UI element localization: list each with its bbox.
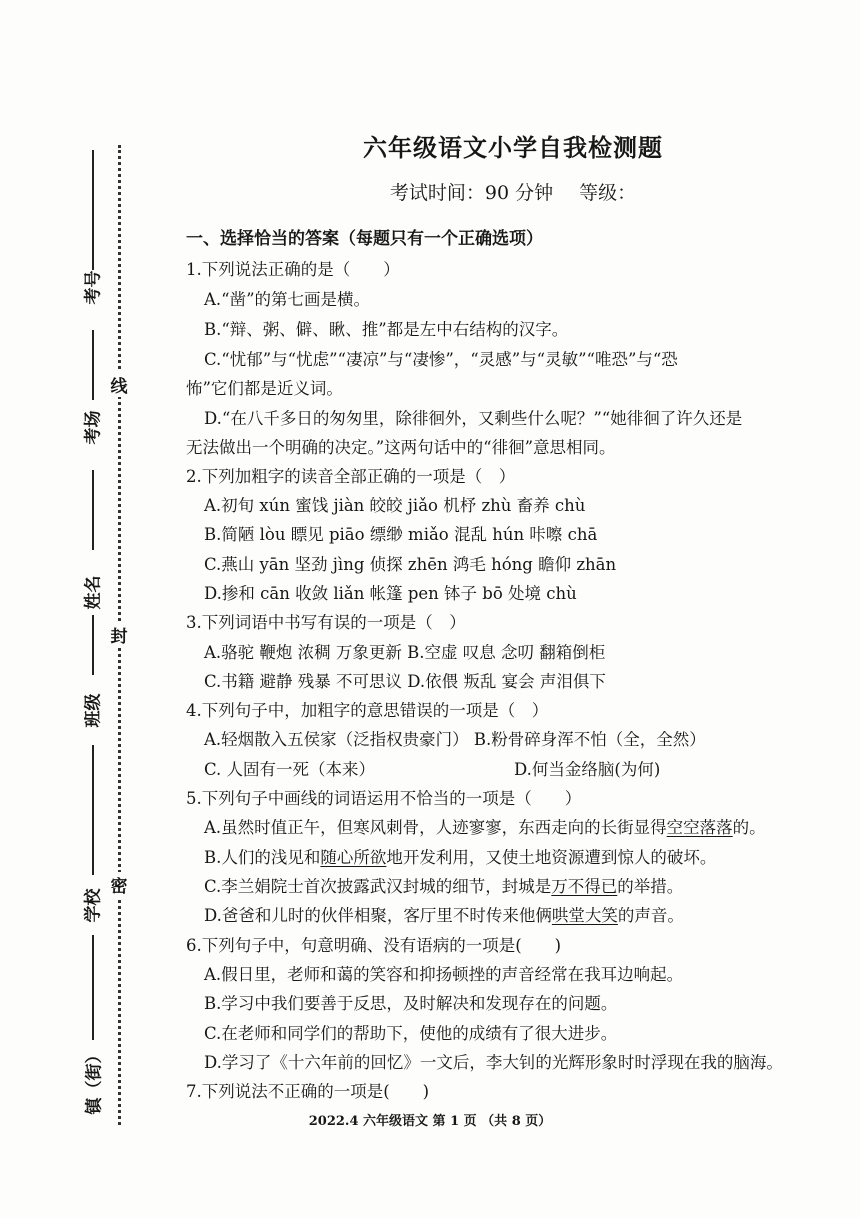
q5-d-underlined: 哄堂大笑 <box>551 906 618 925</box>
q2-option-c: C.燕山 yān 坚劲 jìng 侦探 zhēn 鸿毛 hóng 瞻仰 zhān <box>204 555 617 574</box>
q4-option-c: C. 人固有一死（本来） <box>204 760 376 779</box>
q3-options-ab: A.骆驼 鞭炮 浓稠 万象更新 B.空虚 叹息 念叨 翻箱倒柜 <box>204 643 606 662</box>
school-line <box>92 745 94 875</box>
q5-option-a: A.虽然时值正午，但寒风刺骨，人迹寥寥，东西走向的长街显得空空落落的。 <box>204 818 766 837</box>
exam-time: 考试时间：90 分钟 <box>389 182 554 204</box>
exam-number-label: 考号 <box>83 270 104 305</box>
q4-stem: 4.下列句子中，加粗字的意思错误的一项是（ ） <box>186 701 549 720</box>
class-label: 班级 <box>83 693 104 728</box>
q5-a-underlined: 空空落落 <box>666 818 733 837</box>
binding-margin <box>0 0 140 1218</box>
q5-stem: 5.下列句子中画线的词语运用不恰当的一项是（ ） <box>186 789 582 808</box>
page-footer: 2022.4 六年级语文 第 1 页 （共 8 页） <box>308 1114 552 1129</box>
q7-stem: 7.下列说法不正确的一项是( ) <box>186 1082 430 1101</box>
class-line <box>92 615 94 675</box>
q5-option-c: C.李兰娟院士首次披露武汉封城的细节，封城是万不得已的举措。 <box>204 877 684 896</box>
q6-option-c: C.在老师和同学们的帮助下，使他的成绩有了很大进步。 <box>204 1024 618 1043</box>
q5-c-underlined: 万不得已 <box>551 877 618 896</box>
q2-option-a: A.初旬 xún 蜜饯 jiàn 皎皎 jiǎo 机杼 zhù 畜养 chù <box>204 496 586 515</box>
q1-option-a: A.“凿”的第七画是横。 <box>204 290 371 309</box>
town-line <box>92 935 94 1040</box>
exam-info <box>178 178 848 205</box>
q6-stem: 6.下列句子中，句意明确、没有语病的一项是( ) <box>186 936 562 955</box>
school-label: 学校 <box>83 888 104 923</box>
q1-option-b: B.“辩、粥、僻、瞅、推”都是左中右结构的汉字。 <box>204 320 569 339</box>
town-label: 镇（街） <box>84 1046 105 1115</box>
exam-room-label: 考场 <box>83 410 104 445</box>
q1-option-d: D.“在八千多日的匆匆里，除徘徊外，又剩些什么呢？”“她徘徊了许久还是 <box>204 409 743 428</box>
name-line <box>92 470 94 550</box>
q5-option-b: B.人们的浅见和随心所欲地开发利用，又使土地资源遭到惊人的破坏。 <box>204 848 717 867</box>
q1-option-c: C.“忧郁”与“忧虑”“凄凉”与“凄惨”，“灵感”与“灵敏”“唯恐”与“恐 <box>204 350 678 369</box>
name-label: 姓名 <box>83 575 104 610</box>
q4-option-d: D.何当金络脑(为何) <box>514 760 661 779</box>
q2-option-b: B.简陋 lòu 瞟见 piāo 缥缈 miǎo 混乱 hún 咔嚓 chā <box>204 525 598 544</box>
page-title: 六年级语文小学自我检测题 <box>363 133 663 162</box>
q2-stem: 2.下列加粗字的读音全部正确的一项是（ ） <box>186 467 516 486</box>
exam-room-line <box>92 330 94 400</box>
exam-number-line <box>92 150 94 270</box>
grade-field: 等级： <box>579 182 637 204</box>
q1-option-c-cont: 怖”它们都是近义词。 <box>186 379 343 398</box>
seal-secret-char: 密 <box>108 872 130 897</box>
q3-options-cd: C.书籍 避静 残暴 不可思议 D.依偎 叛乱 宴会 声泪俱下 <box>204 672 606 691</box>
q5-b-underlined: 随心所欲 <box>320 848 387 867</box>
q4-options-ab: A.轻烟散入五侯家（泛指权贵豪门） B.粉骨碎身浑不怕（全，全然） <box>204 730 706 749</box>
q6-option-d: D.学习了《十六年前的回忆》一文后，李大钊的光辉形象时时浮现在我的脑海。 <box>204 1053 783 1072</box>
q2-option-d: D.掺和 cān 收敛 liǎn 帐篷 pen 钵子 bō 处境 chù <box>204 584 577 603</box>
q3-stem: 3.下列词语中书写有误的一项是（ ） <box>186 613 466 632</box>
seal-seal-char: 封 <box>108 622 130 647</box>
seal-line-char: 线 <box>108 372 130 397</box>
q6-option-a: A.假日里，老师和蔼的笑容和抑扬顿挫的声音经常在我耳边响起。 <box>204 965 684 984</box>
q1-option-d-cont: 无法做出一个明确的决定。”这两句话中的“徘徊”意思相同。 <box>186 438 616 457</box>
q1-stem: 1.下列说法正确的是（ ） <box>186 260 400 279</box>
section-1-heading: 一、选择恰当的答案（每题只有一个正确选项） <box>186 229 543 249</box>
q6-option-b: B.学习中我们要善于反思，及时解决和发现存在的问题。 <box>204 994 618 1013</box>
q5-option-d: D.爸爸和儿时的伙伴相聚，客厅里不时传来他俩哄堂大笑的声音。 <box>204 906 684 925</box>
